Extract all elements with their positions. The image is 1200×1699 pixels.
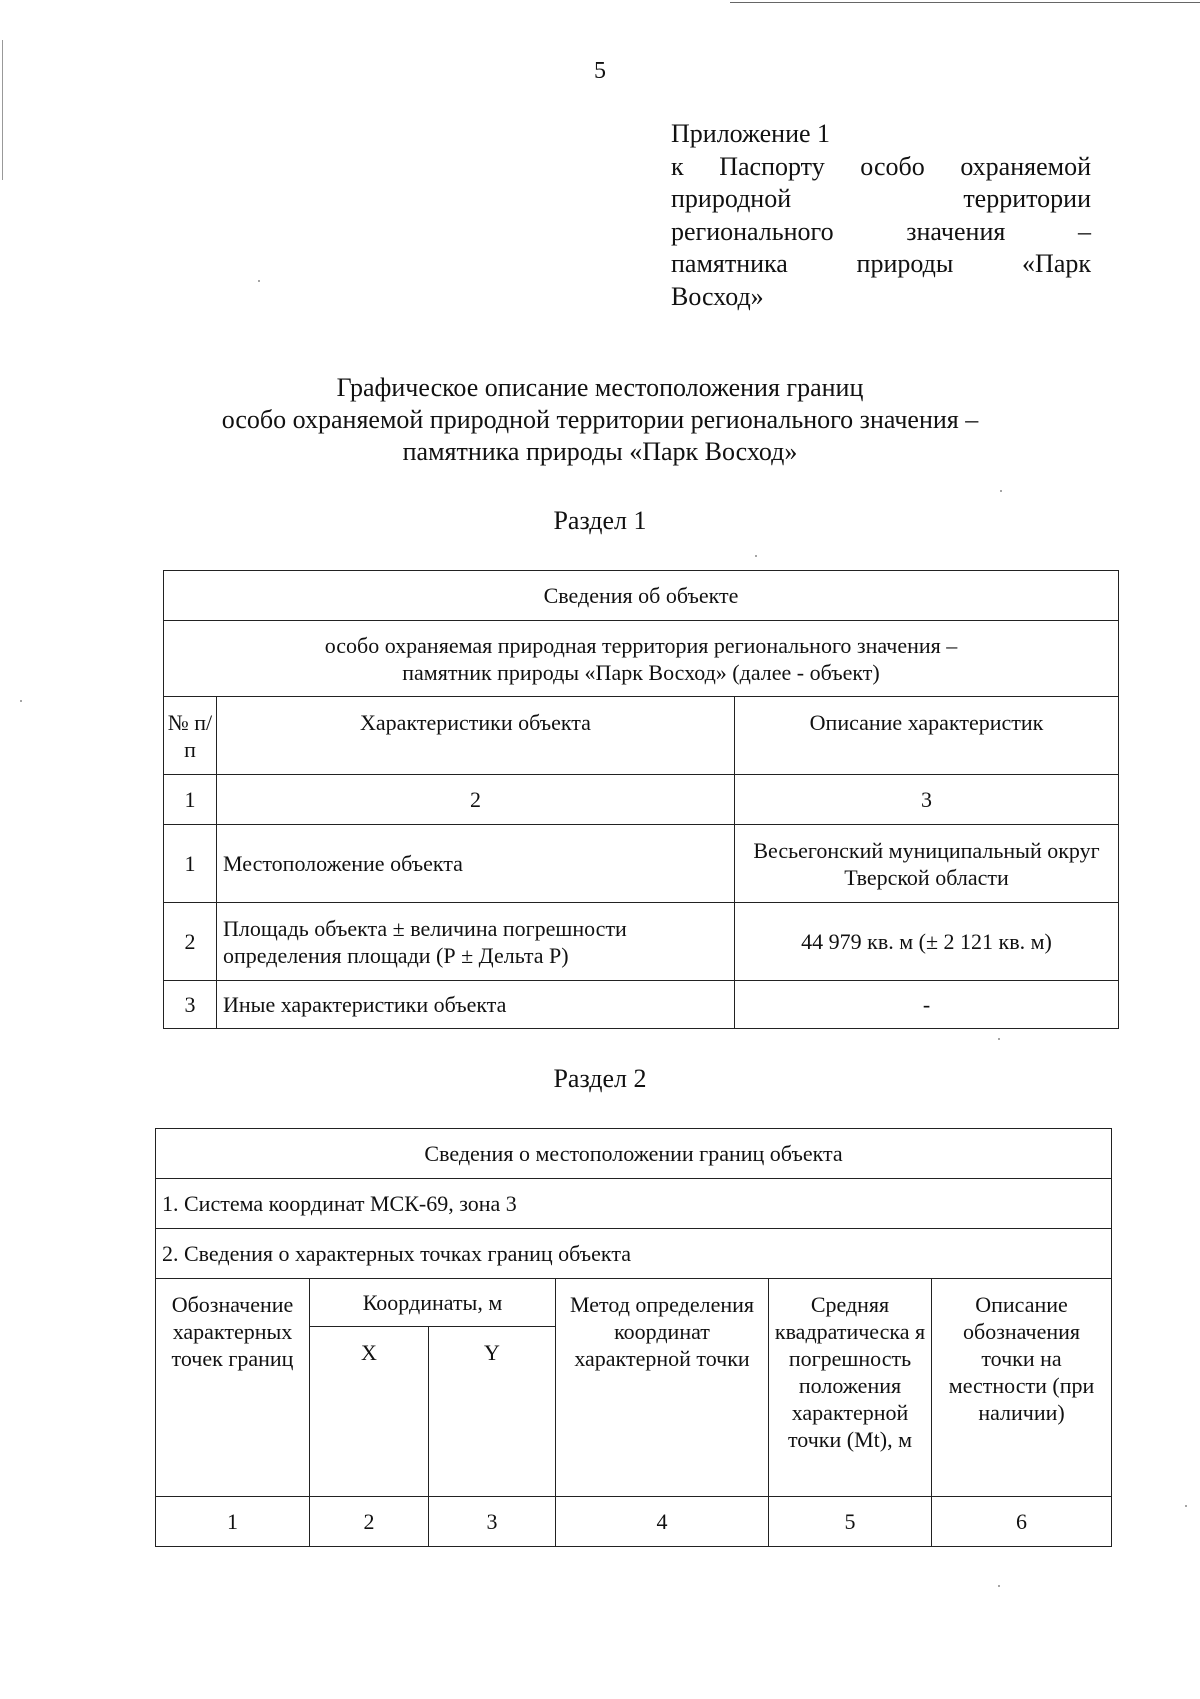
boundary-info-table <box>155 1128 1112 1547</box>
column-header-description: Описание характеристик <box>735 697 1119 775</box>
scan-speck <box>258 280 260 282</box>
column-number-cell: 1 <box>156 1497 310 1547</box>
table-header: Сведения об объекте <box>164 571 1119 621</box>
row-number: 3 <box>164 981 217 1029</box>
column-number-cell: 6 <box>932 1497 1112 1547</box>
coordinate-system-cell: 1. Система координат МСК-69, зона 3 <box>156 1179 1112 1229</box>
row-characteristic: Местоположение объекта <box>217 825 735 903</box>
row-description: - <box>735 981 1119 1029</box>
row-number: 1 <box>164 825 217 903</box>
column-number-cell: 5 <box>769 1497 932 1547</box>
appendix-note <box>671 118 1091 313</box>
column-number-cell: 3 <box>735 775 1119 825</box>
column-number-cell: 4 <box>556 1497 769 1547</box>
appendix-line: к Паспорту особо охраняемой <box>671 151 1091 181</box>
table-header: Сведения о местоположении границ объекта <box>156 1129 1112 1179</box>
column-header-characteristics: Характеристики объекта <box>217 697 735 775</box>
section-1-title: Раздел 1 <box>553 506 647 535</box>
row-characteristic: Иные характеристики объекта <box>217 981 735 1029</box>
scan-speck <box>998 1585 1000 1587</box>
column-number-cell: 3 <box>429 1497 556 1547</box>
scan-speck <box>755 555 757 557</box>
object-name-cell <box>164 621 1119 697</box>
appendix-line: природной территории <box>671 184 1091 213</box>
table-row <box>164 903 1119 981</box>
appendix-title: Приложение 1 <box>671 119 831 148</box>
table-row <box>164 825 1119 903</box>
column-header-coordinates: Координаты, м <box>310 1279 556 1327</box>
scan-speck <box>1000 490 1002 492</box>
scan-speck <box>1185 1505 1187 1507</box>
heading-line-1: Графическое описание местоположения границ <box>336 373 864 402</box>
column-header-number: № п/п <box>164 697 217 775</box>
column-number-cell: 2 <box>217 775 735 825</box>
column-header-designation: Обозначение характерных точек границ <box>156 1279 310 1497</box>
row-number: 2 <box>164 903 217 981</box>
column-header-point-description: Описание обозначения точки на местности (при наличии) <box>932 1279 1112 1497</box>
page-number: 5 <box>594 58 606 84</box>
scan-speck <box>998 1038 1000 1040</box>
column-header-error: Средняя квадратическа я погрешность положения характерной точки (Mt), м <box>769 1279 932 1497</box>
object-info-table <box>163 570 1119 1029</box>
scan-edge-line-top <box>730 2 1200 3</box>
table-row <box>164 981 1119 1029</box>
heading-line-2: особо охраняемой природной территории регионального значения – <box>221 405 979 434</box>
section-2-title: Раздел 2 <box>553 1064 647 1093</box>
object-name-line-1: особо охраняемая природная территория регионального значения – <box>324 632 958 658</box>
heading-line-3: памятника природы «Парк Восход» <box>402 437 798 466</box>
column-header-method: Метод определения координат характерной точки <box>556 1279 769 1497</box>
object-name-line-2: памятник природы «Парк Восход» (далее - объект) <box>402 659 880 685</box>
column-number-cell: 2 <box>310 1497 429 1547</box>
row-characteristic: Площадь объекта ± величина погрешности определения площади (Р ± Дельта Р) <box>217 903 735 981</box>
row-description: Весьегонский муниципальный округ Тверской области <box>735 825 1119 903</box>
appendix-line: Восход» <box>671 281 764 311</box>
column-header-y: Y <box>429 1327 556 1497</box>
scan-speck <box>20 700 22 702</box>
column-header-x: X <box>310 1327 429 1497</box>
row-description: 44 979 кв. м (± 2 121 кв. м) <box>735 903 1119 981</box>
document-heading <box>0 372 1200 468</box>
boundary-points-cell: 2. Сведения о характерных точках границ объекта <box>156 1229 1112 1279</box>
appendix-line: регионального значения – <box>671 216 1091 246</box>
column-number-cell: 1 <box>164 775 217 825</box>
appendix-line: памятника природы «Парк <box>671 249 1091 278</box>
